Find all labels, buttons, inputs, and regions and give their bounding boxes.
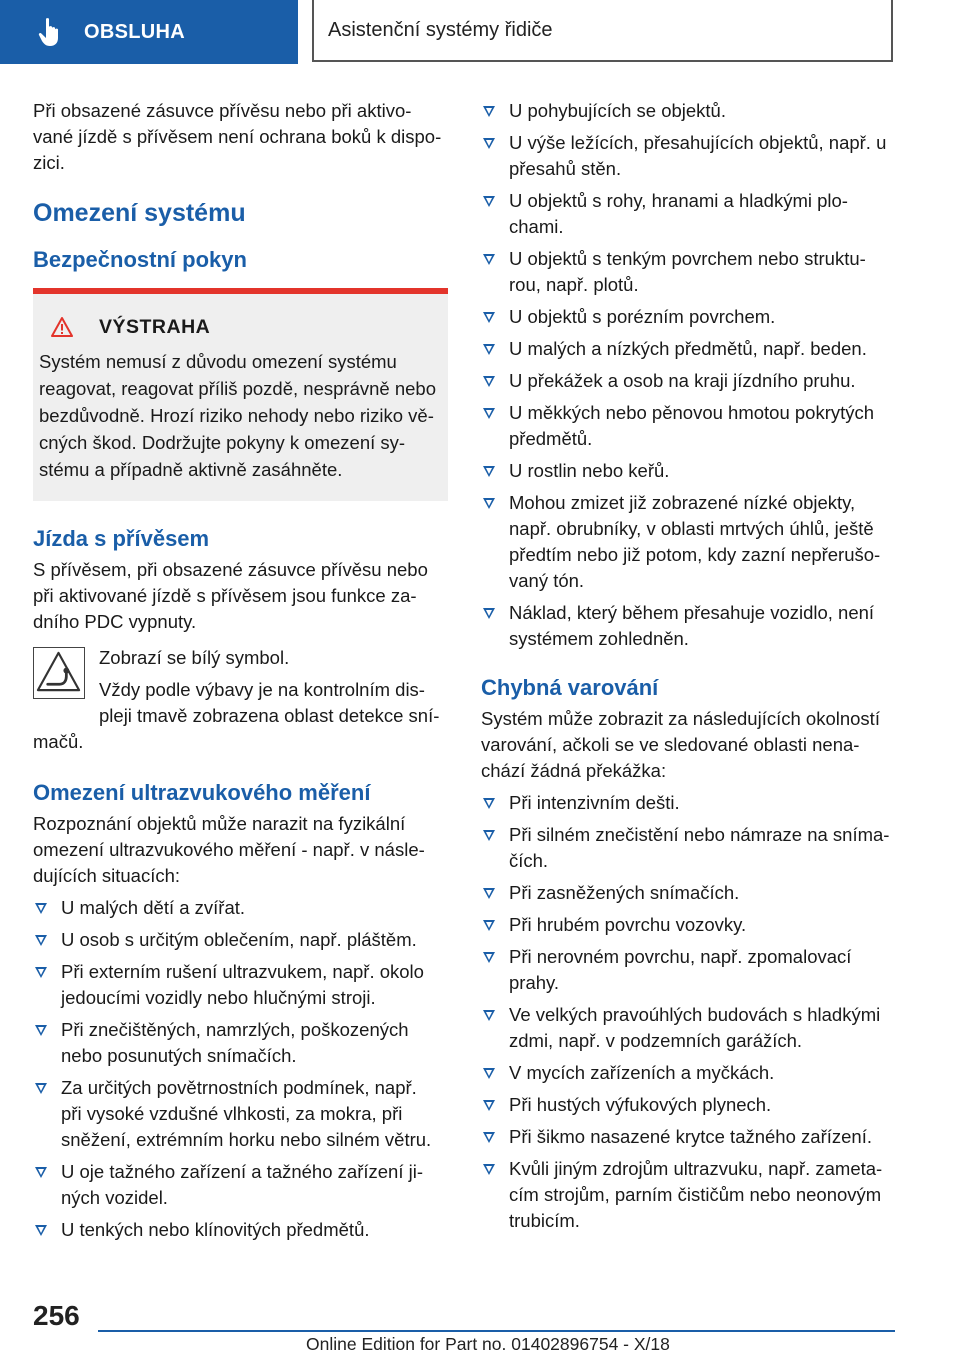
list-item: Náklad, který během přesahuje vozidlo, není systémem zohledněn. xyxy=(481,600,899,652)
list-item: Při silném znečistění nebo námraze na sníma- čích. xyxy=(481,822,899,874)
triangle-bullet-icon xyxy=(483,952,495,963)
triangle-bullet-icon xyxy=(483,830,495,841)
triangle-bullet-icon xyxy=(35,935,47,946)
triangle-bullet-icon xyxy=(483,608,495,619)
hand-pointer-icon xyxy=(38,17,64,47)
list-item: Mohou zmizet již zobrazené nízké objekty, např. obrubníky, v oblasti mrtvých úhlů, ještě předtím nebo již potom, kdy zazní nepřerušo- vaný tón. xyxy=(481,490,899,594)
list-item: U překážek a osob na kraji jízdního pruhu. xyxy=(481,368,899,394)
warning-triangle-icon xyxy=(51,316,73,338)
triangle-bullet-icon xyxy=(483,1132,495,1143)
chapter-title: Asistenční systémy řidiče xyxy=(328,18,553,41)
intro-paragraph: Při obsazené zásuvce přívěsu nebo při aktivo- vané jízdě s přívěsem není ochrana boků k dispo- zici. xyxy=(33,100,442,173)
list-item: Při intenzivním dešti. xyxy=(481,790,899,816)
list-item: Ve velkých pravoúhlých budovách s hladkými zdmi, např. v podzemních garážích. xyxy=(481,1002,899,1054)
trailer-hitch-warning-icon xyxy=(34,648,83,697)
trailer-paragraph: S přívěsem, při obsazené zásuvce přívěsu nebo při aktivované jízdě s přívěsem jsou funkce za- dního PDC vypnuty. xyxy=(33,559,428,632)
footer-edition: Online Edition for Part no. 01402896754 - X/18 xyxy=(306,1334,670,1354)
triangle-bullet-icon xyxy=(483,344,495,355)
ultrasonic-list xyxy=(33,895,448,1243)
warning-text: Systém nemusí z důvodu omezení systému reagovat, reagovat příliš pozdě, nesprávně nebo bezdůvodně. Hrozí riziko nehody nebo riziko vě- cných škod. Dodržujte pokyny k omezení sy- stému a případně aktivně zasáhněte. xyxy=(39,351,436,480)
list-item: U pohybujících se objektů. xyxy=(481,98,899,124)
list-item: U tenkých nebo klínovitých předmětů. xyxy=(33,1217,448,1243)
list-item: Při znečištěných, namrzlých, poškozených nebo posunutých snímačích. xyxy=(33,1017,448,1069)
list-item: U objektů s porézním povrchem. xyxy=(481,304,899,330)
list-item: Kvůli jiným zdrojům ultrazvuku, např. zameta- cím strojům, parním čističům nebo neonovým trubicím. xyxy=(481,1156,899,1234)
list-item: U malých dětí a zvířat. xyxy=(33,895,448,921)
triangle-bullet-icon xyxy=(35,1083,47,1094)
ultrasonic-title: Omezení ultrazvukového měření xyxy=(33,780,371,805)
triangle-bullet-icon xyxy=(483,254,495,265)
false-warnings-list xyxy=(481,790,899,1234)
triangle-bullet-icon xyxy=(483,920,495,931)
triangle-bullet-icon xyxy=(35,1025,47,1036)
limitation-list xyxy=(481,98,899,652)
list-item: Za určitých povětrnostních podmínek, např. při vysoké vzdušné vlhkosti, za mokra, při sněžení, extrémním horku nebo silném větru. xyxy=(33,1075,448,1153)
section-title: Omezení systému xyxy=(33,199,246,227)
right-column xyxy=(481,98,899,1240)
list-item: U osob s určitým oblečením, např. pláštěm. xyxy=(33,927,448,953)
triangle-bullet-icon xyxy=(483,1068,495,1079)
trailer-title: Jízda s přívěsem xyxy=(33,526,210,551)
section-tab[interactable] xyxy=(0,0,298,64)
list-item: U rostlin nebo keřů. xyxy=(481,458,899,484)
triangle-bullet-icon xyxy=(483,106,495,117)
triangle-bullet-icon xyxy=(483,138,495,149)
list-item: Při šikmo nasazené krytce tažného zařízení. xyxy=(481,1124,899,1150)
display-description: Vždy podle výbavy je na kontrolním dis- pleji tmavě zobrazena oblast detekce sní- xyxy=(99,679,440,726)
triangle-bullet-icon xyxy=(35,1167,47,1178)
triangle-bullet-icon xyxy=(483,1010,495,1021)
page-number: 256 xyxy=(33,1300,80,1331)
chapter-header xyxy=(312,0,893,62)
triangle-bullet-icon xyxy=(483,376,495,387)
triangle-bullet-icon xyxy=(35,967,47,978)
triangle-bullet-icon xyxy=(483,1164,495,1175)
list-item: U oje tažného zařízení a tažného zařízení ji- ných vozidel. xyxy=(33,1159,448,1211)
list-item: U objektů s rohy, hranami a hladkými plo- chami. xyxy=(481,188,899,240)
list-item: Při hustých výfukových plynech. xyxy=(481,1092,899,1118)
list-item: Při nerovném povrchu, např. zpomalovací prahy. xyxy=(481,944,899,996)
footer-rule xyxy=(98,1330,895,1332)
triangle-bullet-icon xyxy=(483,888,495,899)
display-description-end: mačů. xyxy=(33,731,84,752)
triangle-bullet-icon xyxy=(483,466,495,477)
left-column xyxy=(33,98,448,1249)
warning-box xyxy=(33,288,448,501)
triangle-bullet-icon xyxy=(483,498,495,509)
list-item: Při hrubém povrchu vozovky. xyxy=(481,912,899,938)
list-item: Při zasněžených snímačích. xyxy=(481,880,899,906)
section-tab-label: OBSLUHA xyxy=(84,20,185,43)
triangle-bullet-icon xyxy=(35,1225,47,1236)
trailer-symbol-row xyxy=(33,645,448,729)
triangle-bullet-icon xyxy=(35,903,47,914)
symbol-description: Zobrazí se bílý symbol. xyxy=(99,647,290,668)
triangle-bullet-icon xyxy=(483,312,495,323)
list-item: Při externím rušení ultrazvukem, např. okolo jedoucími vozidly nebo hlučnými stroji. xyxy=(33,959,448,1011)
list-item: V mycích zařízeních a myčkách. xyxy=(481,1060,899,1086)
false-warnings-title: Chybná varování xyxy=(481,675,659,700)
triangle-bullet-icon xyxy=(483,1100,495,1111)
list-item: U malých a nízkých předmětů, např. beden. xyxy=(481,336,899,362)
subsection-title: Bezpečnostní pokyn xyxy=(33,247,247,272)
list-item: U výše ležících, přesahujících objektů, např. u přesahů stěn. xyxy=(481,130,899,182)
list-item: U měkkých nebo pěnovou hmotou pokrytých předmětů. xyxy=(481,400,899,452)
warning-label: VÝSTRAHA xyxy=(99,316,211,338)
ultrasonic-paragraph: Rozpoznání objektů může narazit na fyzikální omezení ultrazvukového měření - např. v násle- dujících situacích: xyxy=(33,813,425,886)
trailer-symbol-frame xyxy=(33,647,85,699)
triangle-bullet-icon xyxy=(483,408,495,419)
list-item: U objektů s tenkým povrchem nebo struktu- rou, např. plotů. xyxy=(481,246,899,298)
triangle-bullet-icon xyxy=(483,196,495,207)
false-warnings-paragraph: Systém může zobrazit za následujících okolností varování, ačkoli se ve sledované oblasti nena- chází žádná překážka: xyxy=(481,708,880,781)
triangle-bullet-icon xyxy=(483,798,495,809)
